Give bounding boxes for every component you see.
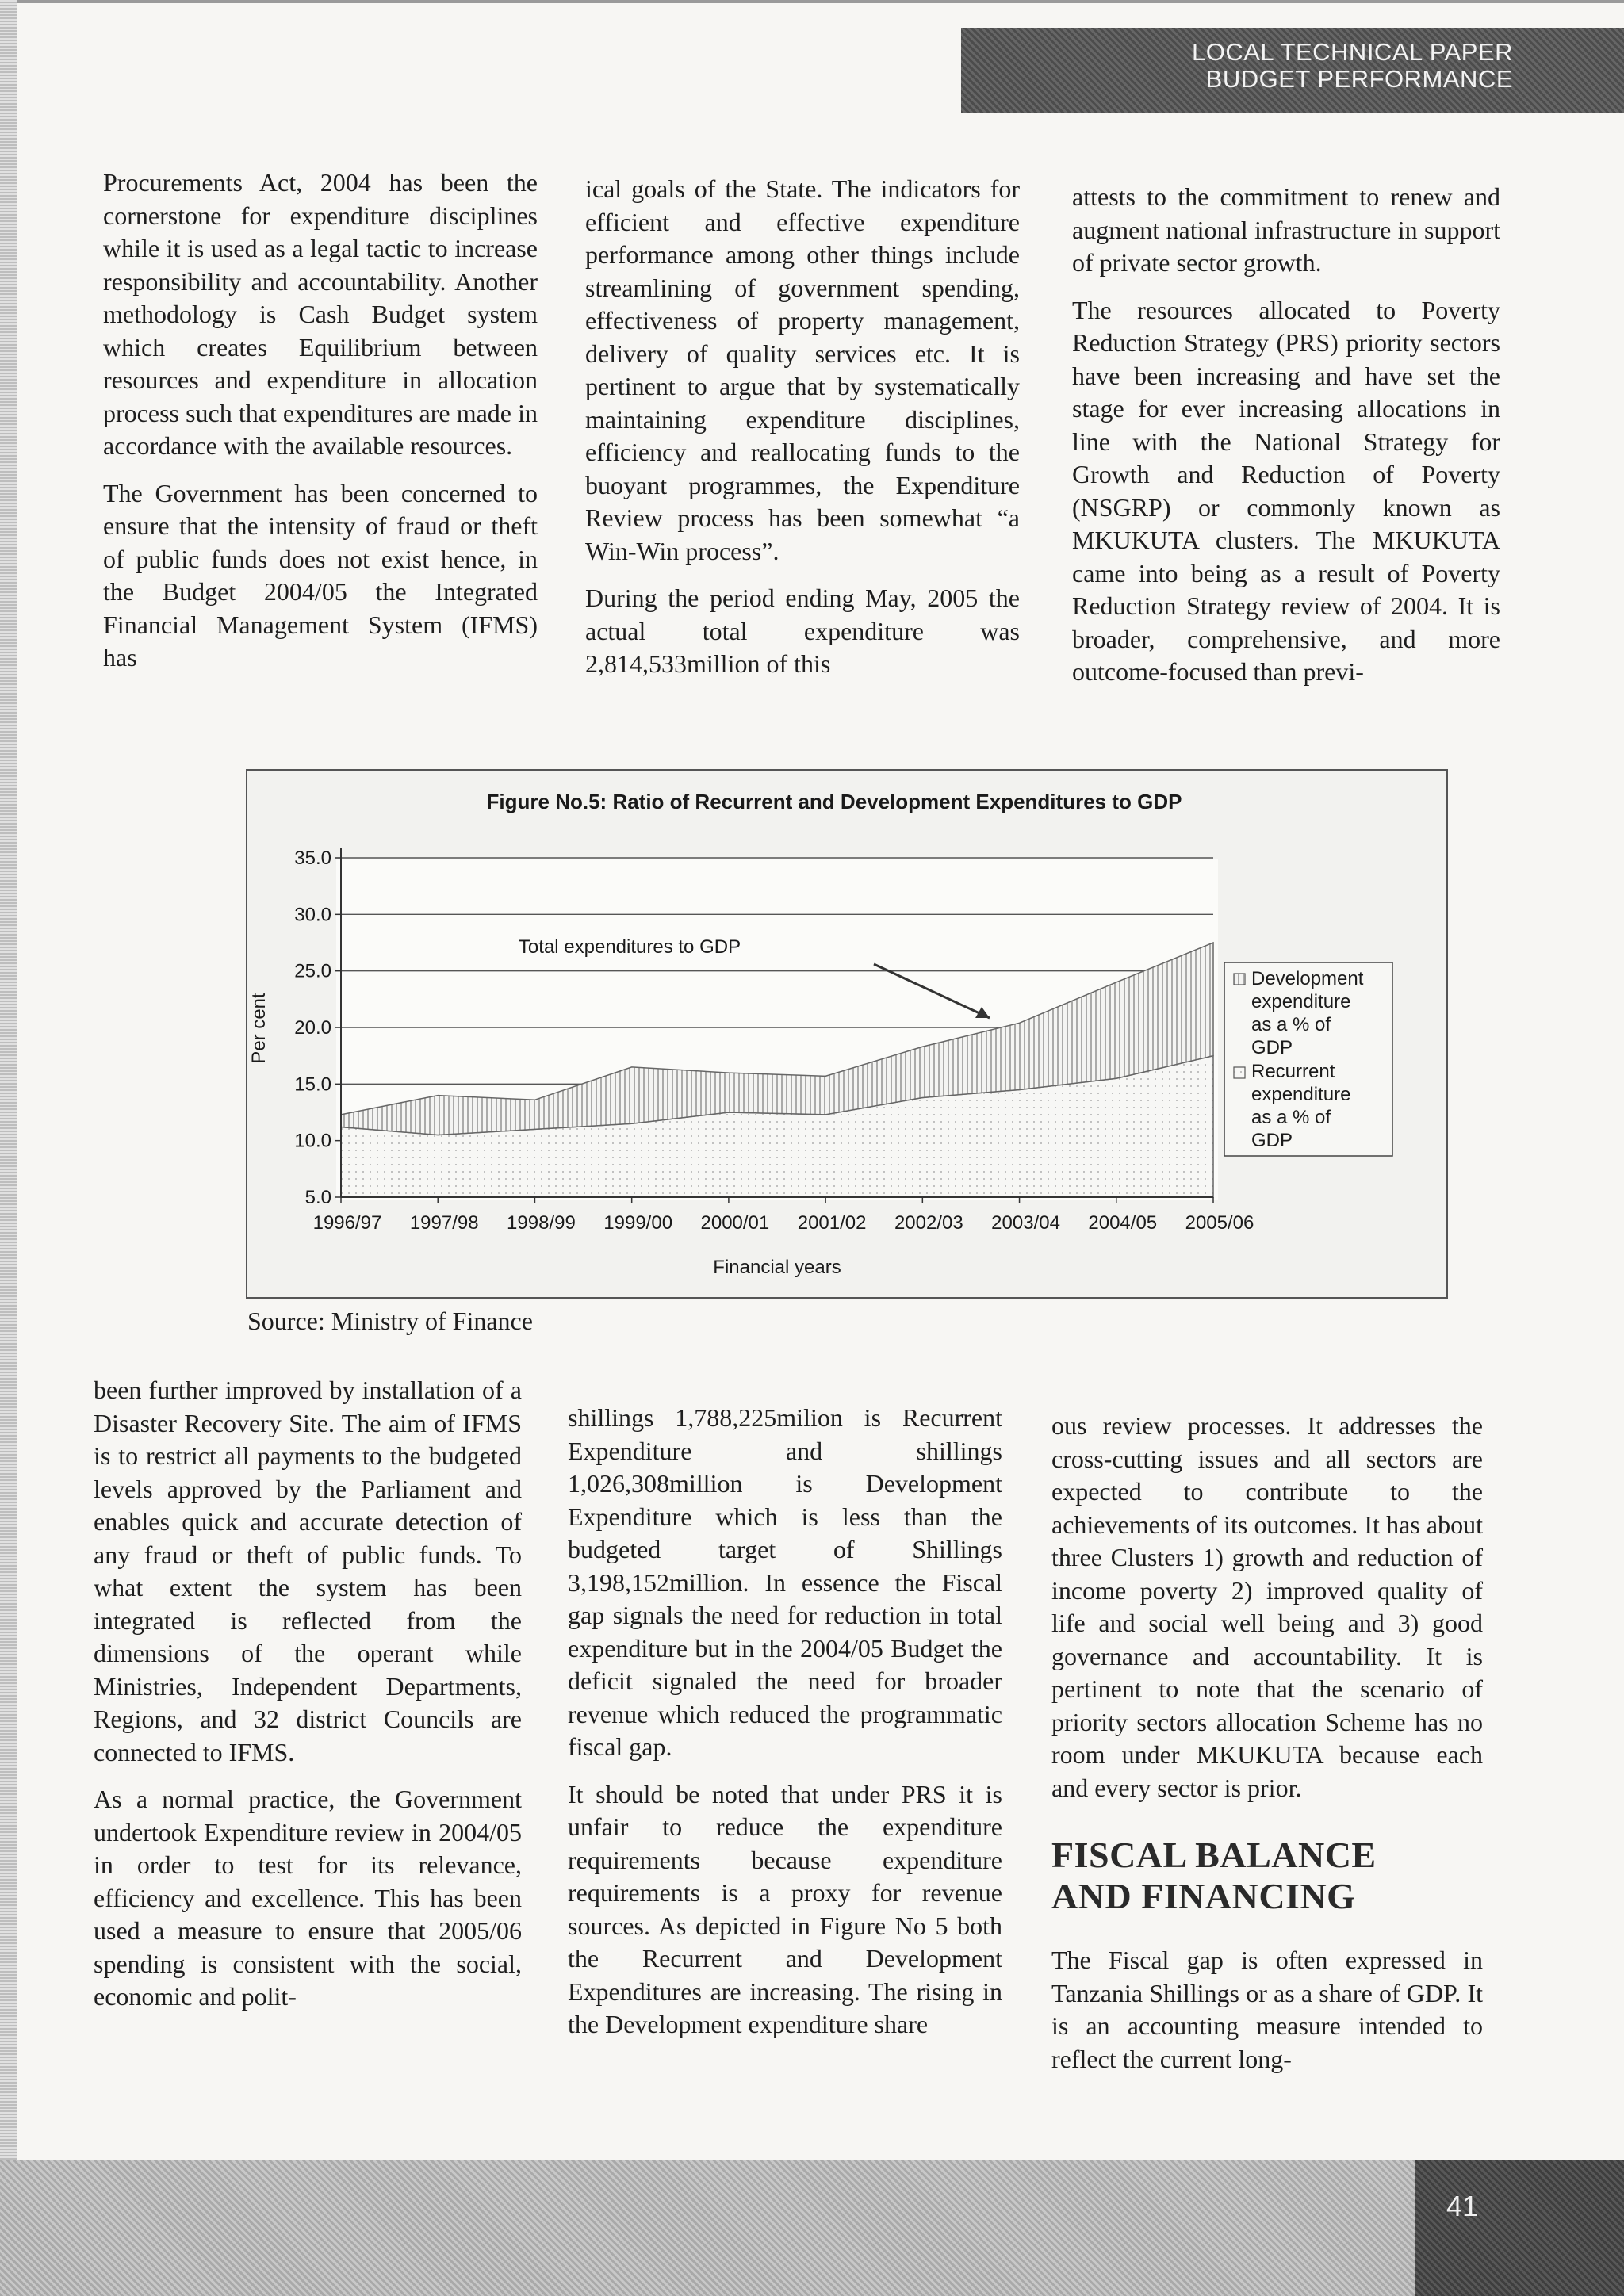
paragraph: It should be noted that under PRS it is unfair to reduce the expenditure requirements because expenditure requirements is a proxy for revenue sources. As depicted in Figure No 5 both the Recurrent and Development Expenditures are increasing. The rising in the Development expenditure share — [568, 1779, 1002, 2038]
page-number: 41 — [1446, 2190, 1479, 2222]
paragraph: ical goals of the State. The indicators for efficient and effective expenditure performance among other things include streamlining of government spending, effectiveness of property management, delivery of quality services etc. It is pertinent to argue that by systematically maintaining expenditure disciplines, efficiency and reallocating funds to the buoyant programmes, the Expenditure Review process has been somewhat “a Win-Win process”. — [585, 174, 1020, 565]
section-heading-line1: FISCAL BALANCE — [1051, 1835, 1377, 1875]
legend-label-recurrent: as a % of — [1251, 1107, 1331, 1128]
legend-swatch-development — [1234, 974, 1245, 985]
text-column-bottom-3 — [1051, 1410, 1483, 2090]
legend-label-recurrent: Recurrent — [1251, 1061, 1335, 1082]
paragraph: attests to the commitment to renew and augment national infrastructure in support of private sector growth. — [1072, 182, 1500, 277]
x-tick-label: 1998/99 — [507, 1212, 576, 1234]
y-tick-label: 10.0 — [294, 1130, 331, 1152]
text-column-top-2 — [585, 173, 1020, 695]
paragraph: shillings 1,788,225milion is Recurrent Expenditure and shillings 1,026,308million is Development Expenditure which is less than the budgeted target of Shillings 3,198,152million. In essence the Fiscal gap signals the need for reduction in total expenditure but in the 2004/05 Budget the deficit signaled the need for broader revenue which reduced the programmatic fiscal gap. — [568, 1403, 1002, 1761]
text-column-bottom-2 — [568, 1402, 1002, 2056]
paragraph: During the period ending May, 2005 the actual total expenditure was 2,814,533million of this — [585, 584, 1020, 678]
legend-label-recurrent: GDP — [1251, 1130, 1293, 1151]
chart-title: Figure No.5: Ratio of Recurrent and Development Expenditures to GDP — [486, 790, 1182, 813]
y-axis-label: Per cent — [248, 993, 270, 1064]
paragraph: The resources allocated to Poverty Reduction Strategy (PRS) priority sectors have been increasing and have set the stage for ever increasing allocations in line with the National Strategy for Growth and Reduction of Poverty (NSGRP) or commonly known as MKUKUTA clusters. The MKUKUTA came into being as a result of Poverty Reduction Strategy review of 2004. It is broader, comprehensive, and more outcome-focused than previ- — [1072, 295, 1500, 686]
text-column-top-1 — [103, 166, 538, 689]
paragraph: The Government has been concerned to ensure that the intensity of fraud or theft of public funds does not exist hence, in the Budget 2004/05 the Integrated Financial Management System (IFMS) has — [103, 478, 538, 672]
footer-band — [0, 2160, 1624, 2296]
x-tick-label: 2002/03 — [894, 1212, 963, 1234]
x-axis-label: Financial years — [713, 1257, 841, 1278]
chart-svg — [247, 771, 1446, 1297]
section-heading-line2: AND FINANCING — [1051, 1876, 1356, 1916]
chart-annotation: Total expenditures to GDP — [518, 936, 741, 958]
paragraph: As a normal practice, the Government undertook Expenditure review in 2004/05 in order to test for its relevance, efficiency and excellence. This has been used a measure to ensure that 2005/06 spending is consistent with the social, economic and polit- — [94, 1785, 522, 2011]
y-tick-label: 25.0 — [294, 960, 331, 982]
x-tick-label: 2000/01 — [700, 1212, 770, 1234]
legend-label-recurrent: expenditure — [1251, 1084, 1351, 1105]
y-tick-label: 30.0 — [294, 904, 331, 926]
text-column-top-3 — [1072, 181, 1500, 703]
paragraph: Procurements Act, 2004 has been the cornerstone for expenditure disciplines while it is used as a legal tactic to increase responsibility and accountability. Another methodology is Cash Budget system which creates Equilibrium between resources and expenditure in allocation process such that expenditures are made in accordance with the available resources. — [103, 168, 538, 460]
section-heading — [1051, 1835, 1483, 1917]
x-tick-label: 1999/00 — [603, 1212, 673, 1234]
text-column-bottom-1 — [94, 1374, 522, 2028]
y-tick-label: 35.0 — [294, 848, 331, 869]
legend-label-development: expenditure — [1251, 991, 1351, 1012]
x-tick-labels — [313, 1197, 1254, 1234]
legend-label-development: GDP — [1251, 1037, 1293, 1058]
paragraph: ous review processes. It addresses the cross-cutting issues and all sectors are expected to contribute to the achievements of its outcomes. It has about three Clusters 1) growth and reduction of income poverty 2) improved quality of life and social well being and 3) good governance and accountability. It is pertinent to note that the scenario of priority sectors allocation Scheme has no room under MKUKUTA because each and every sector is prior. — [1051, 1411, 1483, 1802]
x-tick-label: 1996/97 — [312, 1212, 382, 1234]
y-tick-label: 20.0 — [294, 1017, 331, 1039]
y-tick-label: 15.0 — [294, 1073, 331, 1096]
paragraph: The Fiscal gap is often expressed in Tanzania Shillings or as a share of GDP. It is an accounting measure intended to reflect the current long- — [1051, 1946, 1483, 2073]
paragraph: been further improved by installation of a Disaster Recovery Site. The aim of IFMS is to restrict all payments to the budgeted levels approved by the Parliament and enables quick and accurate detection of any fraud or theft of public funds. To what extent the system has been integrated is reflected from the dimensions of the operant while Ministries, Independent Departments, Regions, and 32 district Councils are connected to IFMS. — [94, 1376, 522, 1766]
x-tick-label: 2001/02 — [797, 1212, 867, 1234]
x-tick-label: 2005/06 — [1185, 1212, 1254, 1234]
chart-legend — [1224, 962, 1392, 1156]
y-tick-labels — [294, 848, 331, 1208]
figure-chart — [246, 769, 1448, 1299]
page-left-edge — [0, 0, 17, 2296]
x-tick-label: 1997/98 — [409, 1212, 479, 1234]
y-tick-label: 5.0 — [304, 1187, 331, 1208]
x-tick-label: 2004/05 — [1088, 1212, 1158, 1234]
figure-source: Source: Ministry of Finance — [247, 1307, 533, 1335]
x-tick-label: 2003/04 — [991, 1212, 1060, 1234]
legend-label-development: as a % of — [1251, 1014, 1331, 1035]
header-title-line2: BUDGET PERFORMANCE — [1205, 65, 1513, 93]
page-number-tab — [1415, 2160, 1624, 2296]
header-banner — [961, 28, 1624, 113]
legend-swatch-recurrent — [1234, 1067, 1245, 1078]
header-title-line1: LOCAL TECHNICAL PAPER — [1191, 38, 1513, 66]
page-top-rule — [17, 0, 1624, 3]
legend-label-development: Development — [1251, 968, 1364, 989]
